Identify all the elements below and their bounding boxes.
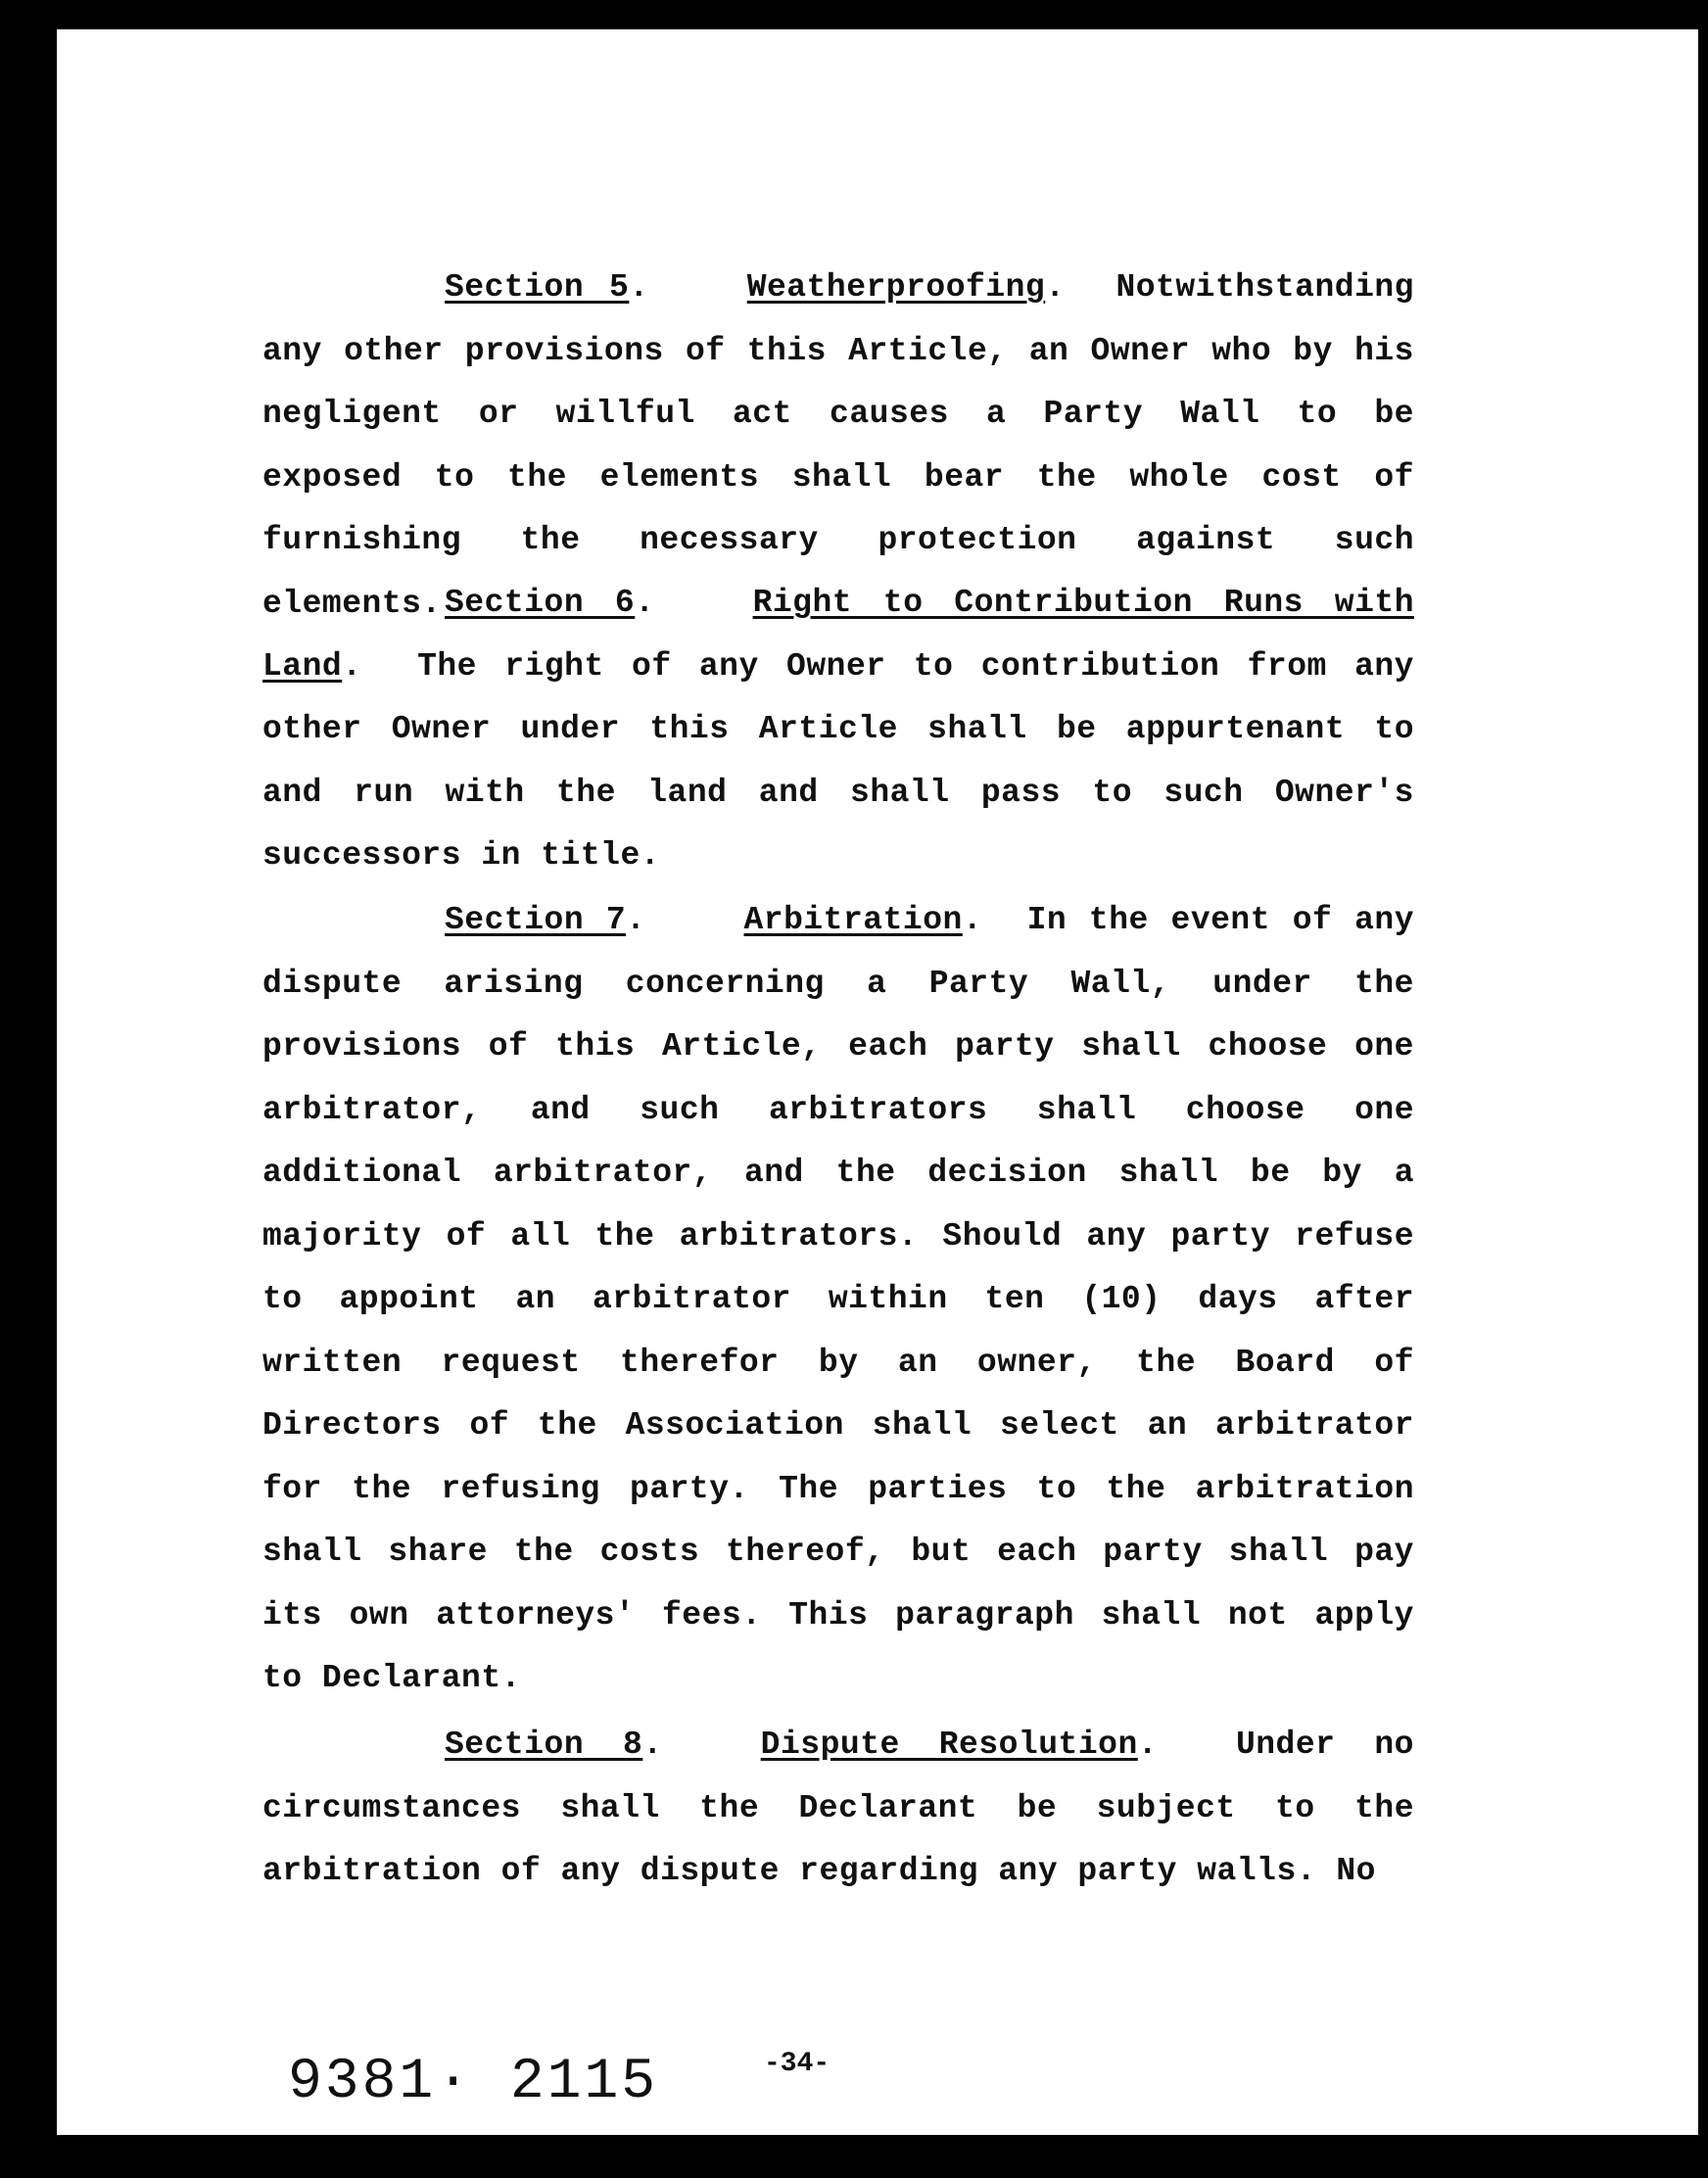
section-5-paragraph: Section 5. Weatherproofing. Notwithstanding any other provisions of this Article, an Owner who by his negligent or willful act causes a Party Wall to be exposed to the elements shall bear the whole cost of furnishing the necessary protection against such elements. xyxy=(262,269,1414,622)
section-6-label: Section 6 xyxy=(445,585,636,621)
section-8-label: Section 8 xyxy=(445,1727,643,1763)
section-6-title: Right to Contribution Runs with Land xyxy=(262,585,1414,685)
section-7-body: In the event of any dispute arising concerning a Party Wall, under the provisions of this Article, each party shall choose one arbitrator, and such arbitrators shall choose one additional arbitrator, and the decision shall be by a majority of all the arbitrators. Should any party refuse to appoint an arbitrator within ten (10) days after written request therefor by an owner, the Board of Directors of the Association shall select an arbitrator for the refusing party. The parties to the arbitration shall share the costs thereof, but each party shall pay its own attorneys' fees. This paragraph shall not apply to Declarant. xyxy=(262,902,1414,1696)
document-page xyxy=(57,29,1698,2135)
page-number: -34- xyxy=(764,2049,830,2079)
document-number: 9381· 2115 xyxy=(288,2051,659,2114)
section-5-title: Weatherproofing xyxy=(746,269,1046,306)
section-6-body: The right of any Owner to contribution from any other Owner under this Article shall be appurtenant to and run with the land and shall pass to such Owner's successors in title. xyxy=(262,647,1414,874)
section-5-label: Section 5 xyxy=(445,269,630,306)
section-7-paragraph: Section 7. Arbitration. In the event of any dispute arising concerning a Party Wall, under the provisions of this Article, each party shall choose one arbitrator, and such arbitrators shall choose one additional arbitrator, and the decision shall be by a majority of all the arbitrators. Should any party refuse to appoint an arbitrator within ten (10) days after written request therefor by an owner, the Board of Directors of the Association shall select an arbitrator for the refusing party. The parties to the arbitration shall share the costs thereof, but each party shall pay its own attorneys' fees. This paragraph shall not apply to Declarant. xyxy=(262,902,1414,1696)
section-8-body: Under no circumstances shall the Declarant be subject to the arbitration of any dispute regarding any party walls. No xyxy=(262,1727,1414,1889)
section-8-paragraph: Section 8. Dispute Resolution. Under no circumstances shall the Declarant be subject to the arbitration of any dispute regarding any party walls. No xyxy=(262,1727,1414,1889)
section-8-title: Dispute Resolution xyxy=(760,1727,1138,1763)
section-6-paragraph: Section 6. Right to Contribution Runs with Land. The right of any Owner to contribution from any other Owner under this Article shall be appurtenant to and run with the land and shall pass to such Owner's successors in title. xyxy=(262,585,1414,874)
section-7-label: Section 7 xyxy=(445,902,627,938)
section-7-title: Arbitration xyxy=(743,902,963,938)
section-5-body: Notwithstanding any other provisions of this Article, an Owner who by his negligent or willful act causes a Party Wall to be exposed to the elements shall bear the whole cost of furnishing the necessary protection against such elements. xyxy=(262,269,1414,622)
